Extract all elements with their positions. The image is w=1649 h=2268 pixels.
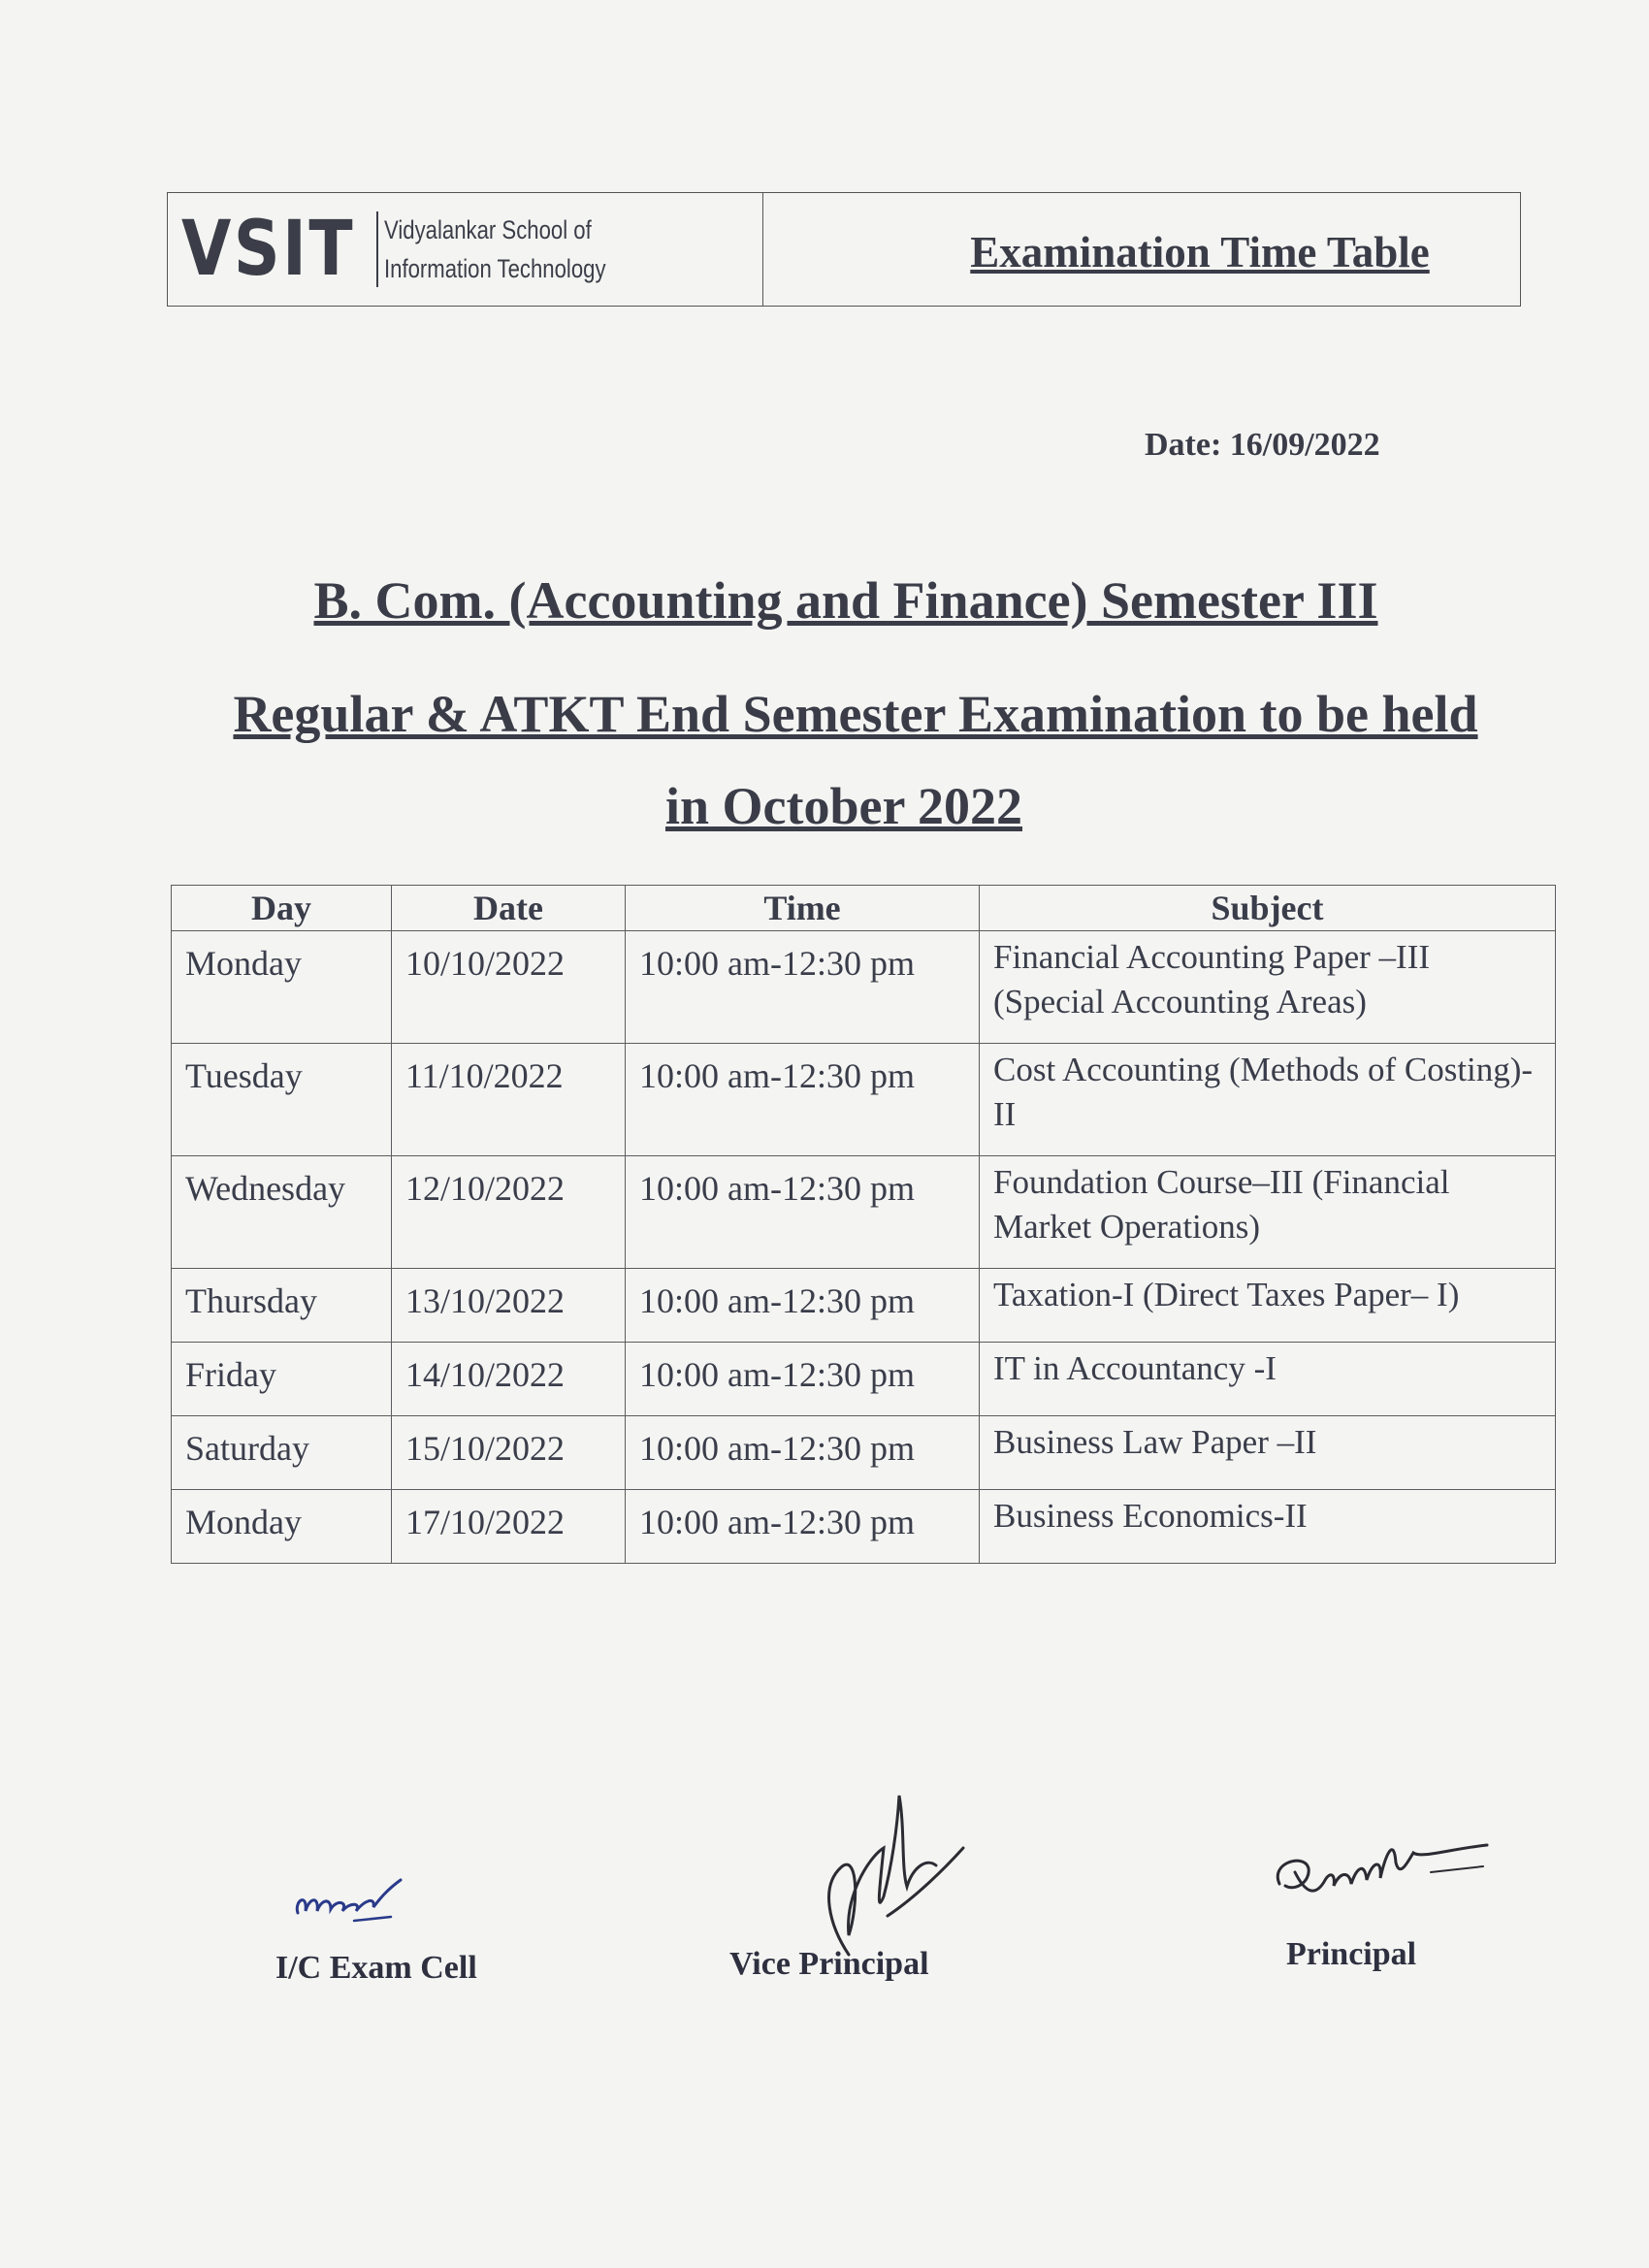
cell-subject: Cost Accounting (Methods of Costing)-II — [980, 1044, 1556, 1156]
exam-cell-signature — [286, 1863, 412, 1940]
course-heading: B. Com. (Accounting and Finance) Semester III — [313, 571, 1378, 630]
exam-cell-label: I/C Exam Cell — [275, 1950, 477, 1986]
column-header-day: Day — [172, 886, 392, 931]
cell-date: 14/10/2022 — [392, 1343, 626, 1416]
cell-time: 10:00 am-12:30 pm — [626, 1269, 980, 1343]
exam-timetable — [171, 885, 1556, 1564]
issue-date: Date: 16/09/2022 — [1145, 427, 1380, 463]
table-row — [172, 1156, 1556, 1269]
column-header-subject: Subject — [980, 886, 1556, 931]
cell-day: Wednesday — [172, 1156, 392, 1269]
table-row — [172, 1269, 1556, 1343]
document-title: Examination Time Table — [970, 228, 1430, 276]
cell-date: 15/10/2022 — [392, 1416, 626, 1490]
exam-month-heading: in October 2022 — [665, 777, 1022, 835]
cell-day: Monday — [172, 1490, 392, 1564]
cell-time: 10:00 am-12:30 pm — [626, 1343, 980, 1416]
table-row — [172, 1416, 1556, 1490]
cell-day: Thursday — [172, 1269, 392, 1343]
logo-line-1: Vidyalankar School of — [383, 215, 592, 244]
header-box — [167, 192, 1521, 307]
institution-logo — [168, 193, 763, 306]
logo-text — [384, 211, 606, 288]
cell-subject: Financial Accounting Paper –III (Special Accounting Areas) — [980, 931, 1556, 1044]
table-row — [172, 931, 1556, 1044]
cell-date: 17/10/2022 — [392, 1490, 626, 1564]
cell-subject: Business Law Paper –II — [980, 1416, 1556, 1490]
cell-subject: Taxation-I (Direct Taxes Paper– I) — [980, 1269, 1556, 1343]
cell-date: 12/10/2022 — [392, 1156, 626, 1269]
cell-time: 10:00 am-12:30 pm — [626, 1156, 980, 1269]
logo-divider — [376, 211, 378, 287]
cell-subject: Business Economics-II — [980, 1490, 1556, 1564]
cell-day: Saturday — [172, 1416, 392, 1490]
header-title-cell — [763, 193, 1520, 306]
vice-principal-label: Vice Principal — [729, 1946, 929, 1982]
cell-time: 10:00 am-12:30 pm — [626, 1416, 980, 1490]
principal-signature — [1266, 1824, 1508, 1930]
cell-date: 13/10/2022 — [392, 1269, 626, 1343]
cell-subject: IT in Accountancy -I — [980, 1343, 1556, 1416]
cell-day: Friday — [172, 1343, 392, 1416]
cell-time: 10:00 am-12:30 pm — [626, 1044, 980, 1156]
principal-label: Principal — [1286, 1936, 1417, 1972]
cell-date: 10/10/2022 — [392, 931, 626, 1044]
cell-day: Monday — [172, 931, 392, 1044]
cell-time: 10:00 am-12:30 pm — [626, 1490, 980, 1564]
cell-day: Tuesday — [172, 1044, 392, 1156]
table-header-row — [172, 886, 1556, 931]
column-header-time: Time — [626, 886, 980, 931]
exam-heading: Regular & ATKT End Semester Examination to be held — [233, 685, 1478, 743]
table-row — [172, 1343, 1556, 1416]
cell-subject: Foundation Course–III (Financial Market Operations) — [980, 1156, 1556, 1269]
cell-time: 10:00 am-12:30 pm — [626, 931, 980, 1044]
table-row — [172, 1490, 1556, 1564]
table-row — [172, 1044, 1556, 1156]
column-header-date: Date — [392, 886, 626, 931]
logo-line-2: Information Technology — [383, 254, 606, 283]
cell-date: 11/10/2022 — [392, 1044, 626, 1156]
logo-mark: VSIT — [181, 206, 356, 293]
